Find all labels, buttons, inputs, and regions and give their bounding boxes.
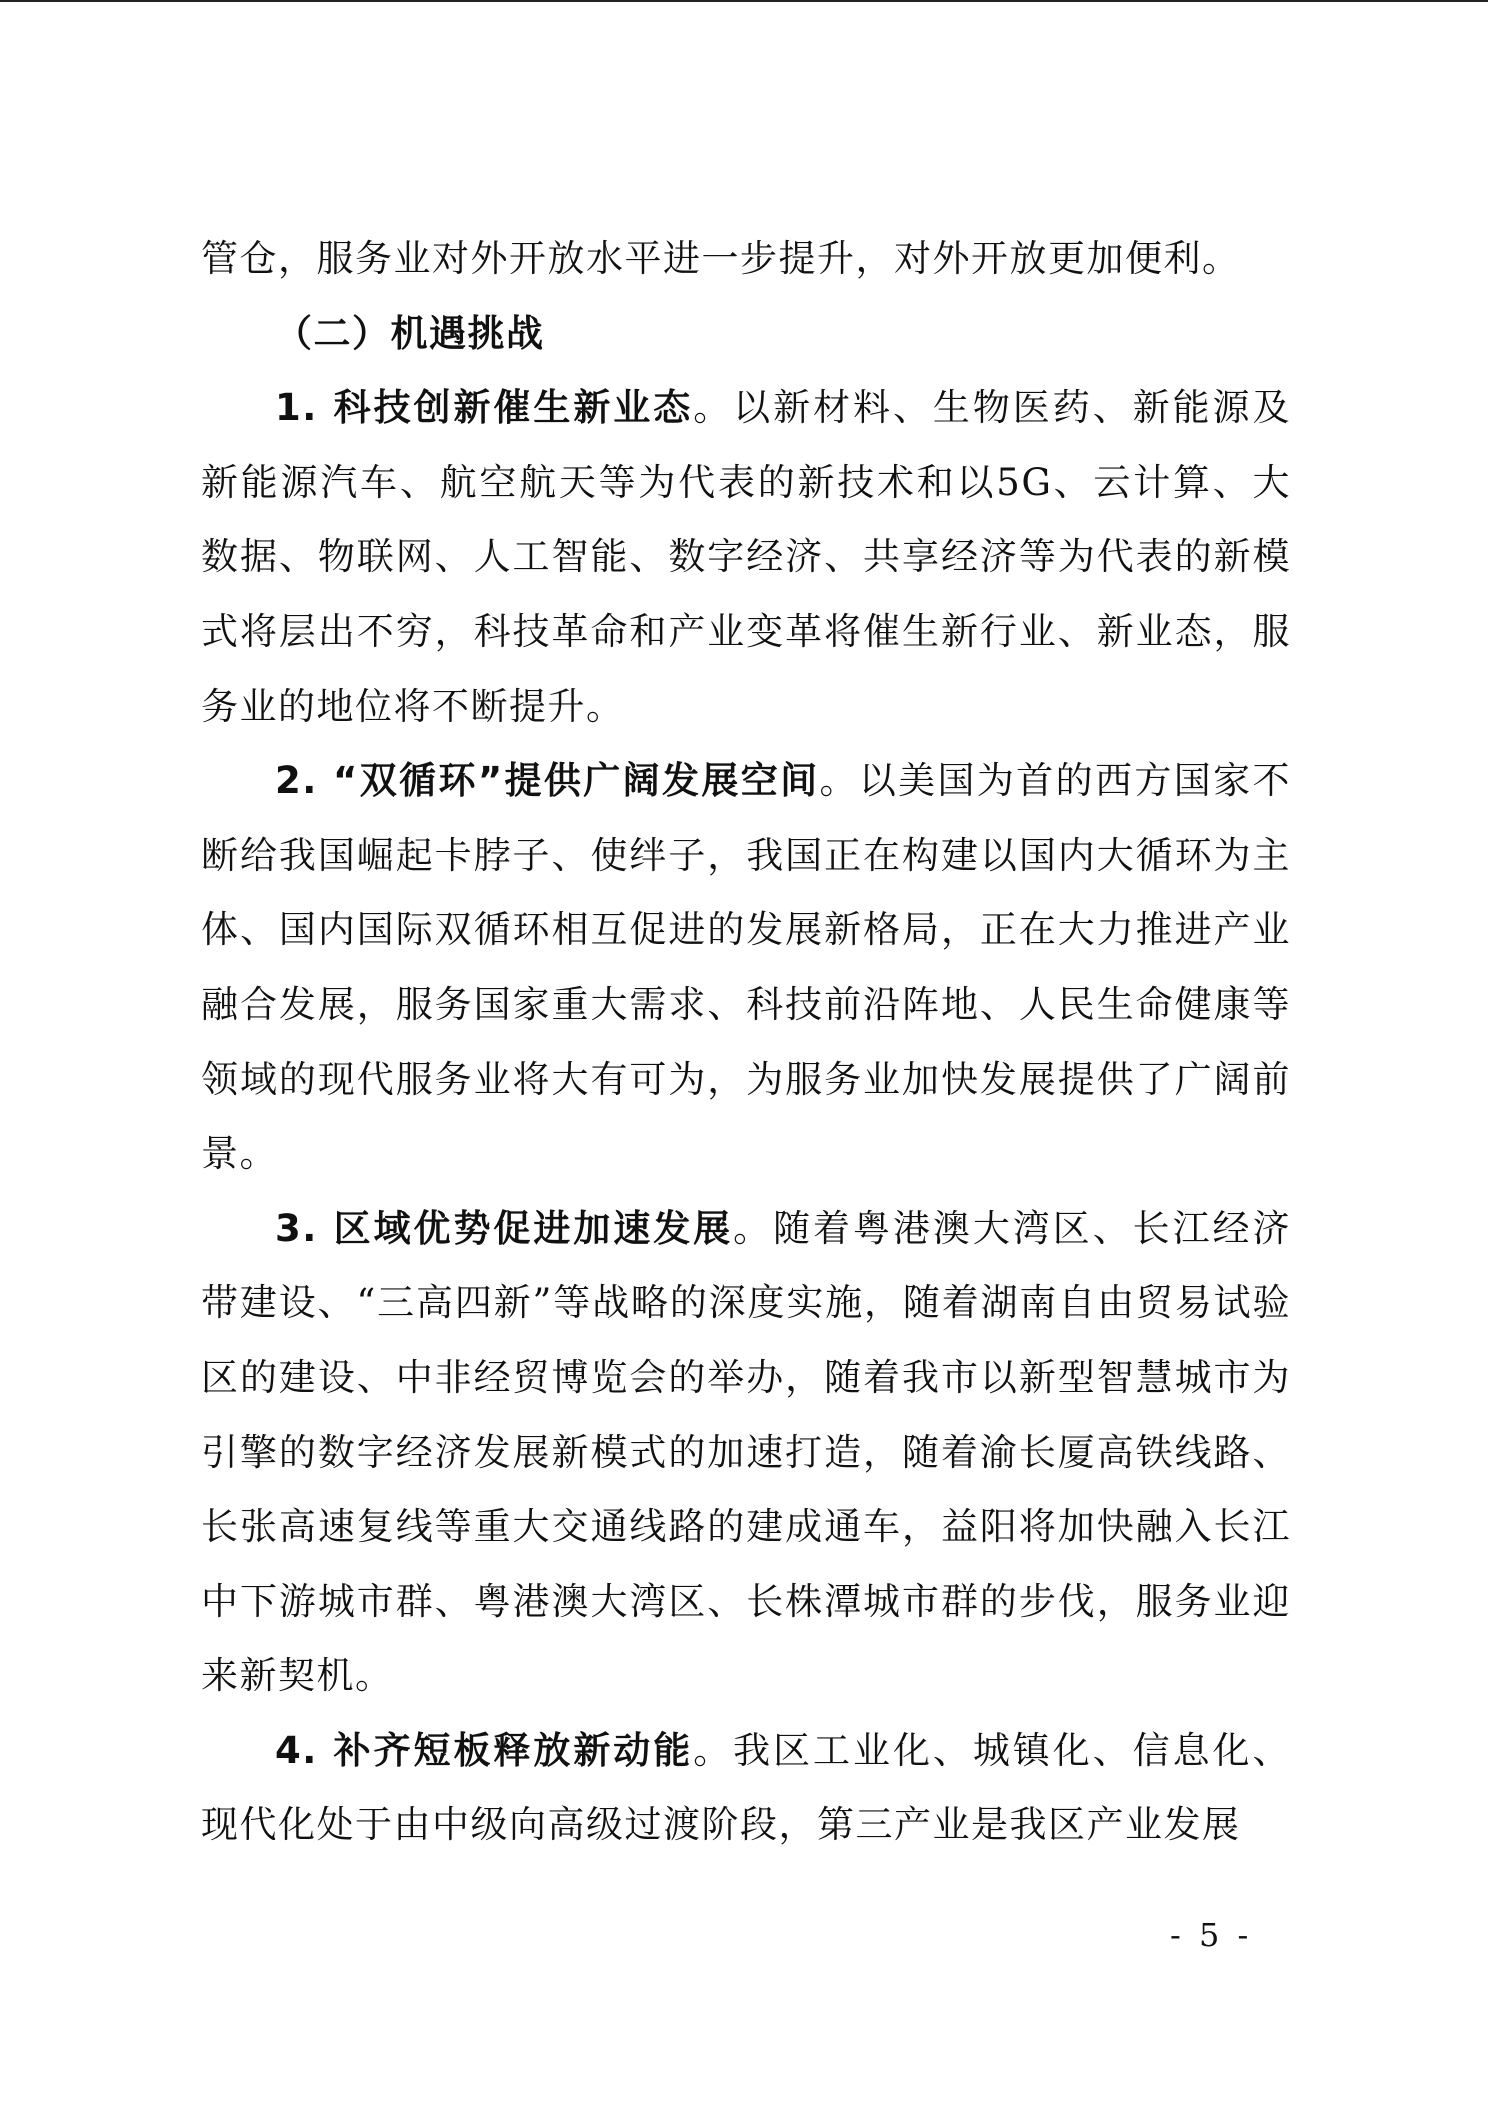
paragraph-4-body: 。我区工业化、城镇化、信息化、现代化处于由中级向高级过渡阶段，第三产业是我区产业发展 bbox=[201, 1728, 1291, 1847]
paragraph-3 bbox=[201, 1192, 1291, 1714]
paragraph-2 bbox=[201, 744, 1291, 1192]
section-heading: （二）机遇挑战 bbox=[275, 311, 545, 355]
top-border-line bbox=[0, 0, 1488, 2]
paragraph-2-lead: 2. “双循环”提供广阔发展空间 bbox=[275, 759, 820, 803]
paragraph-4-lead: 4. 补齐短板释放新动能 bbox=[275, 1728, 694, 1772]
document-body bbox=[201, 222, 1291, 1863]
opening-line: 管仓，服务业对外开放水平进一步提升，对外开放更加便利。 bbox=[201, 237, 1241, 280]
paragraph-2-body: 。以美国为首的西方国家不断给我国崛起卡脖子、使绊子，我国正在构建以国内大循环为主体、国内国际双循环相互促进的发展新格局，正在大力推进产业融合发展，服务国家重大需求、科技前沿阵地、人民生命健康等领域的现代服务业将大有可为，为服务业加快发展提供了广阔前景。 bbox=[201, 759, 1291, 1176]
paragraph-3-lead: 3. 区域优势促进加速发展 bbox=[275, 1206, 734, 1250]
page-number: - 5 - bbox=[1170, 1916, 1253, 1954]
paragraph-1-lead: 1. 科技创新催生新业态 bbox=[275, 386, 694, 430]
paragraph-1 bbox=[201, 371, 1291, 744]
paragraph-4 bbox=[201, 1714, 1291, 1863]
paragraph-1-body: 。以新材料、生物医药、新能源及新能源汽车、航空航天等为代表的新技术和以5G、云计算、大数据、物联网、人工智能、数字经济、共享经济等为代表的新模式将层出不穷，科技革命和产业变革将催生新行业、新业态，服务业的地位将不断提升。 bbox=[201, 386, 1291, 728]
paragraph-3-body: 。随着粤港澳大湾区、长江经济带建设、“三高四新”等战略的深度实施，随着湖南自由贸易试验区的建设、中非经贸博览会的举办，随着我市以新型智慧城市为引擎的数字经济发展新模式的加速打造，随着渝长厦高铁线路、长张高速复线等重大交通线路的建成通车，益阳将加快融入长江中下游城市群、粤港澳大湾区、长株潭城市群的步伐，服务业迎来新契机。 bbox=[201, 1206, 1291, 1698]
